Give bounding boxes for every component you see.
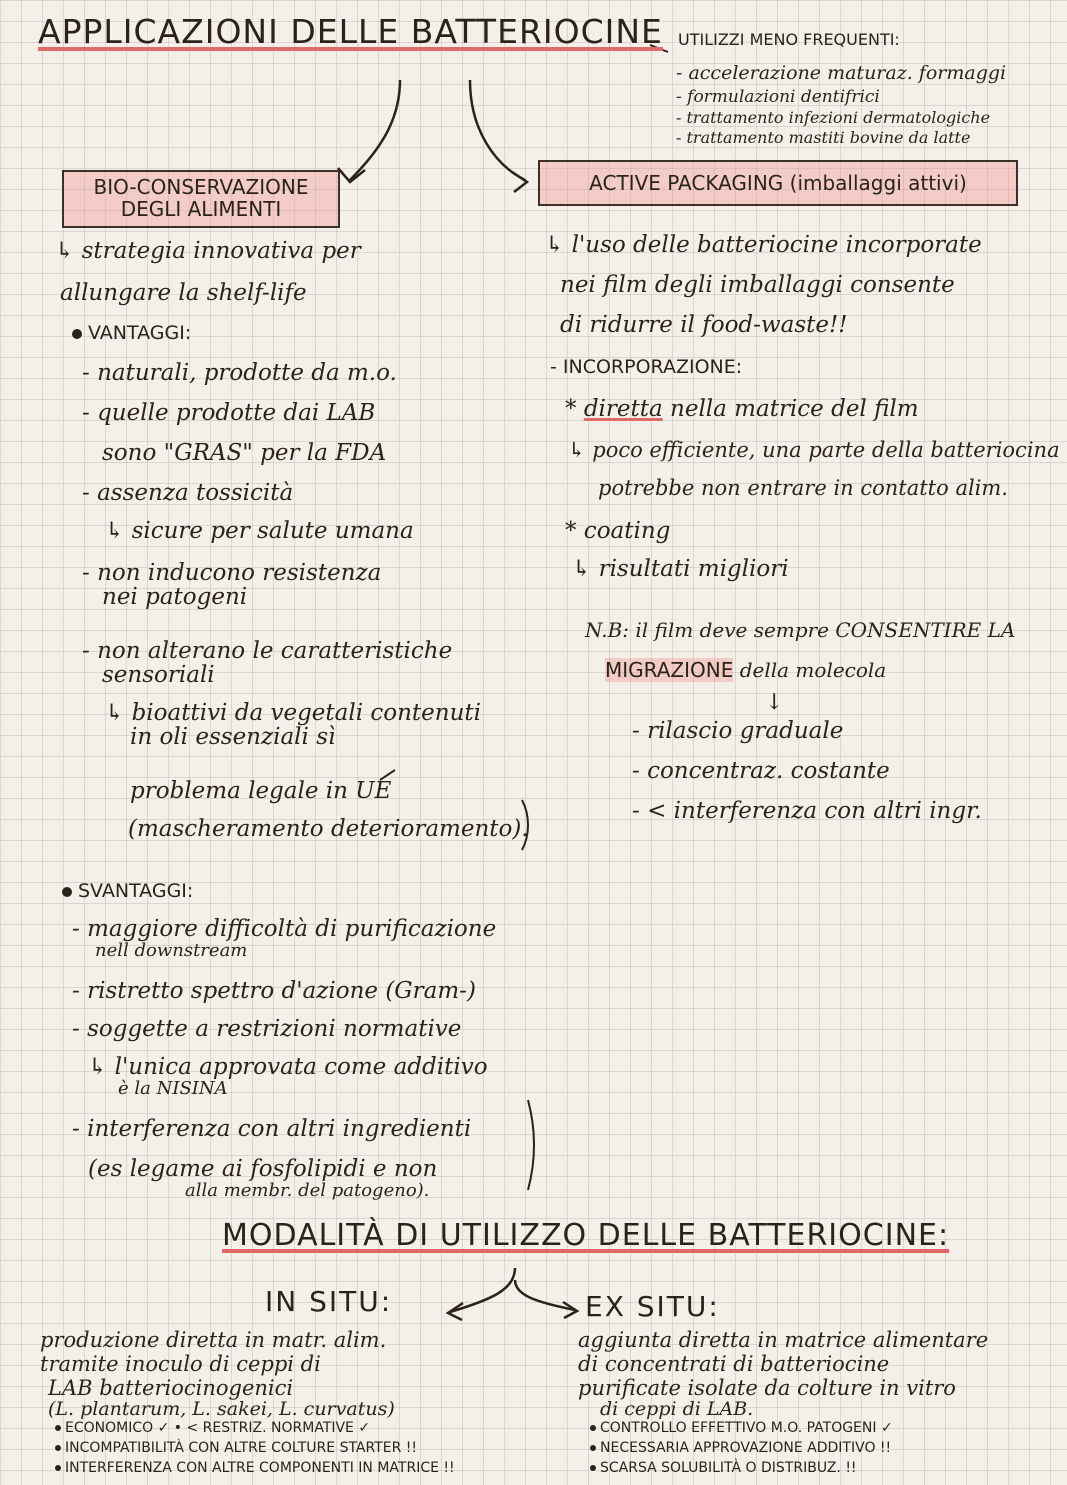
in-situ-line: produzione diretta in matr. alim. — [40, 1328, 387, 1352]
nb-line: N.B: il film deve sempre CONSENTIRE LA — [585, 618, 1016, 642]
bullet-text: SCARSA SOLUBILITÀ O DISTRIBUZ. !! — [600, 1460, 857, 1476]
rare-use-item: - accelerazione maturaz. formaggi — [676, 62, 1007, 84]
active-packaging-box: ACTIVE PACKAGING (imballaggi attivi) — [538, 160, 1018, 206]
bullet-dot — [72, 329, 82, 339]
rare-uses-heading: UTILIZZI MENO FREQUENTI: — [678, 30, 900, 49]
svantaggio: (es legame ai fosfolipidi e non — [88, 1156, 438, 1182]
svantaggio: nell downstream — [95, 940, 248, 961]
svantaggi-label: SVANTAGGI: — [78, 880, 194, 902]
ex-situ-bullet — [590, 1440, 891, 1456]
bullet-dot — [55, 1425, 61, 1431]
ap-intro: di ridurre il food-waste!! — [560, 312, 848, 338]
vantaggio: ↳ sicure per salute umana — [105, 518, 414, 544]
in-situ-line: tramite inoculo di ceppi di — [40, 1352, 321, 1376]
migr-item: - < interferenza con altri ingr. — [632, 798, 982, 824]
vantaggio: - quelle prodotte dai LAB — [82, 400, 376, 426]
migr-item: - rilascio graduale — [632, 718, 844, 744]
vantaggio: - naturali, prodotte da m.o. — [82, 360, 397, 386]
svantaggio: - soggette a restrizioni normative — [72, 1016, 462, 1042]
bullet-text: INTERFERENZA CON ALTRE COMPONENTI IN MATRICE !! — [65, 1460, 455, 1476]
ap-intro: ↳ l'uso delle batteriocine incorporate — [545, 232, 982, 258]
vantaggi-label: VANTAGGI: — [88, 322, 192, 344]
svantaggio: alla membr. del patogeno). — [185, 1180, 430, 1201]
nb-line2 — [605, 658, 886, 682]
rare-use-item: - trattamento mastiti bovine da latte — [676, 128, 971, 147]
diretta-line — [565, 396, 919, 422]
vantaggio: (mascheramento deterioramento). — [128, 816, 529, 842]
in-situ-heading: IN SITU: — [265, 1285, 393, 1318]
svantaggio: - interferenza con altri ingredienti — [72, 1116, 472, 1142]
vantaggio: sono "GRAS" per la FDA — [102, 440, 387, 466]
rare-use-item: - formulazioni dentifrici — [676, 87, 880, 107]
bio-conservazione-box — [62, 170, 340, 228]
modalita-title: MODALITÀ DI UTILIZZO DELLE BATTERIOCINE: — [222, 1218, 950, 1253]
in-situ-line: LAB batteriocinogenici — [48, 1376, 294, 1400]
vantaggio: problema legale in UE — [130, 778, 392, 804]
box-line: DEGLI ALIMENTI — [120, 197, 282, 221]
ap-intro: nei film degli imballaggi consente — [560, 272, 955, 298]
bullet-text: NECESSARIA APPROVAZIONE ADDITIVO !! — [600, 1440, 892, 1456]
coating-line: * coating — [565, 518, 671, 544]
ex-situ-line: di ceppi di LAB. — [600, 1398, 754, 1420]
diretta-note: potrebbe non entrare in contatto alim. — [598, 476, 1008, 500]
bullet-dot — [590, 1445, 596, 1451]
vantaggio: ↳ bioattivi da vegetali contenuti — [105, 700, 482, 726]
intro-line: allungare la shelf-life — [60, 280, 307, 306]
vantaggi-heading — [72, 322, 191, 344]
ex-situ-heading: EX SITU: — [585, 1290, 720, 1323]
migr-item: - concentraz. costante — [632, 758, 890, 784]
svantaggio: - ristretto spettro d'azione (Gram-) — [72, 978, 476, 1004]
vantaggio: nei patogeni — [102, 584, 248, 610]
vantaggio: - non alterano le caratteristiche — [82, 638, 453, 664]
ex-situ-bullet — [590, 1460, 857, 1476]
diretta-rest: nella matrice del film — [670, 396, 919, 422]
intro-line: ↳ strategia innovativa per — [55, 238, 361, 264]
vantaggio: in oli essenziali sì — [130, 724, 336, 750]
ex-situ-bullet — [590, 1420, 893, 1436]
diretta-note: ↳ poco efficiente, una parte della batteriocina — [568, 438, 1060, 462]
ex-situ-line: di concentrati di batteriocine — [578, 1352, 890, 1376]
vantaggio: sensoriali — [102, 662, 215, 688]
diretta-word: diretta — [583, 396, 663, 422]
migrazione-word: MIGRAZIONE — [605, 658, 734, 682]
ex-situ-line: purificate isolate da colture in vitro — [578, 1376, 956, 1400]
svantaggio: è la NISINA — [118, 1078, 228, 1099]
in-situ-bullet — [55, 1460, 455, 1476]
bullet-text: CONTROLLO EFFETTIVO M.O. PATOGENI ✓ — [600, 1420, 893, 1436]
bullet-dot — [590, 1465, 596, 1471]
incorporazione-heading: - INCORPORAZIONE: — [550, 356, 743, 378]
svantaggi-heading — [62, 880, 193, 902]
in-situ-bullet — [55, 1420, 370, 1436]
svantaggio: - maggiore difficoltà di purificazione — [72, 916, 497, 942]
page-title: APPLICAZIONI DELLE BATTERIOCINE — [38, 12, 663, 51]
rare-use-item: - trattamento infezioni dermatologiche — [676, 108, 991, 127]
bullet-dot — [590, 1425, 596, 1431]
star-mark: * — [565, 396, 577, 422]
in-situ-bullet — [55, 1440, 417, 1456]
ex-situ-line: aggiunta diretta in matrice alimentare — [578, 1328, 989, 1352]
down-arrow: ↓ — [765, 690, 784, 715]
bullet-dot — [55, 1465, 61, 1471]
bullet-text: INCOMPATIBILITÀ CON ALTRE COLTURE STARTER !! — [65, 1440, 418, 1456]
nb-rest: della molecola — [739, 658, 887, 682]
vantaggio: - non inducono resistenza — [82, 560, 382, 586]
coating-note: ↳ risultati migliori — [572, 556, 789, 582]
bullet-dot — [62, 887, 72, 897]
in-situ-line: (L. plantarum, L. sakei, L. curvatus) — [48, 1398, 395, 1420]
bullet-dot — [55, 1445, 61, 1451]
bullet-text: ECONOMICO ✓ • < RESTRIZ. NORMATIVE ✓ — [65, 1420, 371, 1436]
svantaggio: ↳ l'unica approvata come additivo — [88, 1054, 488, 1080]
box-line: BIO-CONSERVAZIONE — [93, 175, 309, 199]
vantaggio: - assenza tossicità — [82, 480, 294, 506]
